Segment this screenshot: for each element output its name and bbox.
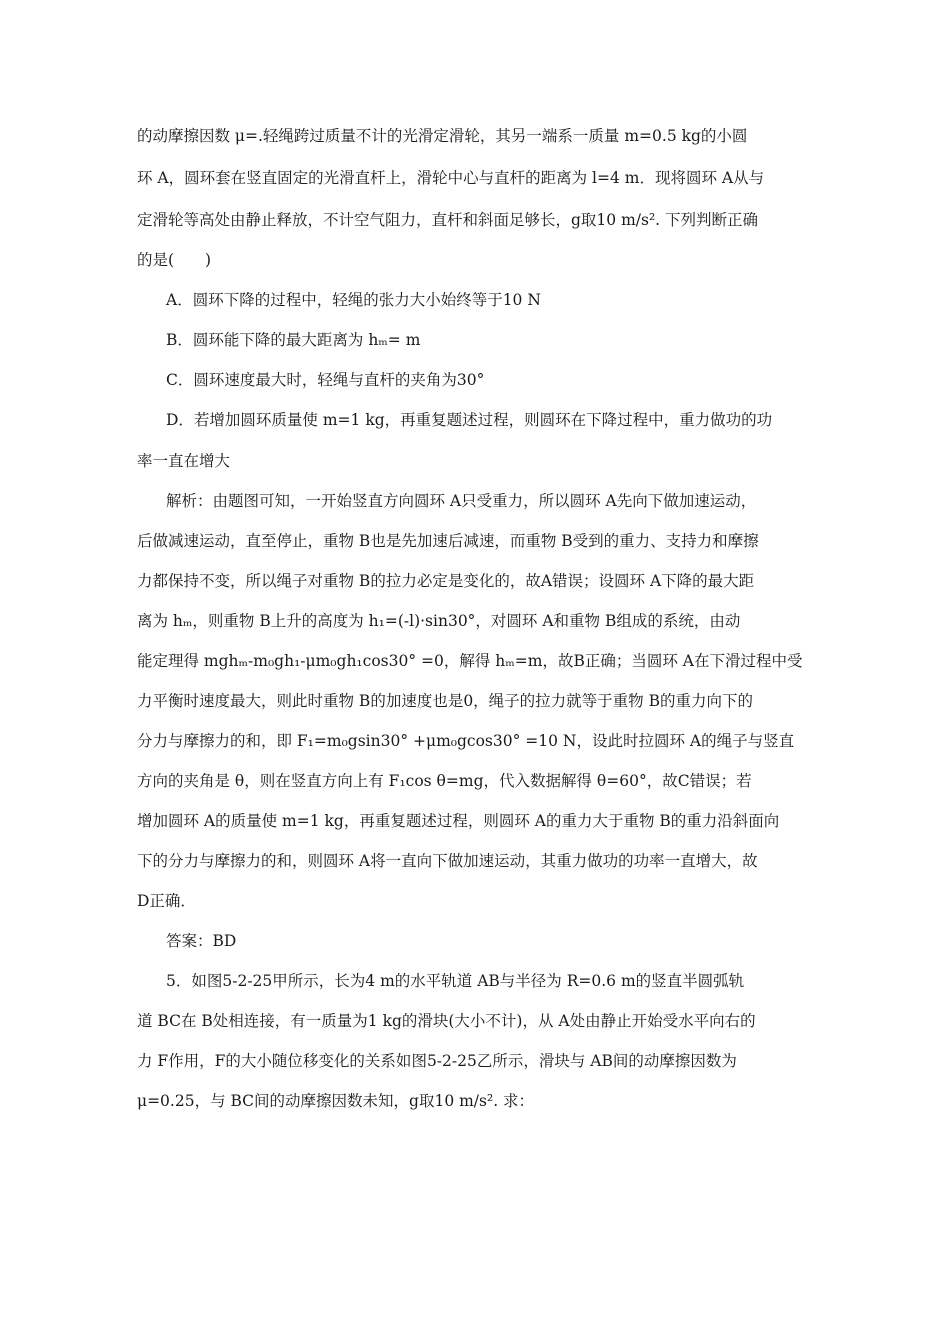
text-line: 下的分力与摩擦力的和，则圆环 A将一直向下做加速运动，其重力做功的功率一直增大，故 bbox=[137, 852, 758, 870]
option-b: B．圆环能下降的最大距离为 hₘ= m bbox=[166, 331, 421, 349]
text-line: 分力与摩擦力的和，即 F₁=m₀gsin30° +μm₀gcos30° =10 N，设此时拉圆环 A的绳子与竖直 bbox=[137, 732, 795, 750]
text-line: 的是( ) bbox=[137, 251, 212, 269]
text-line: 方向的夹角是 θ，则在竖直方向上有 F₁cos θ=mg，代入数据解得 θ=60°，故C错误；若 bbox=[137, 772, 752, 790]
text-line: 能定理得 mghₘ-m₀gh₁-μm₀gh₁cos30° =0，解得 hₘ=m，故B正确；当圆环 A在下滑过程中受 bbox=[137, 652, 803, 670]
text-line: 力 F作用，F的大小随位移变化的关系如图5-2-25乙所示，滑块与 AB间的动摩擦因数为 bbox=[137, 1052, 737, 1070]
text-line: 道 BC在 B处相连接，有一质量为1 kg的滑块(大小不计)，从 A处由静止开始受水平向右的 bbox=[137, 1012, 756, 1030]
text-line: 力都保持不变，所以绳子对重物 B的拉力必定是变化的，故A错误；设圆环 A下降的最大距 bbox=[137, 572, 755, 590]
text-line: 增加圆环 A的质量使 m=1 kg，再重复题述过程，则圆环 A的重力大于重物 B的重力沿斜面向 bbox=[137, 812, 780, 830]
text-line: 定滑轮等高处由静止释放，不计空气阻力，直杆和斜面足够长，g取10 m/s². 下列判断正确 bbox=[137, 211, 759, 229]
analysis-start: 解析：由题图可知，一开始竖直方向圆环 A只受重力，所以圆环 A先向下做加速运动， bbox=[166, 492, 757, 510]
text-line: 率一直在增大 bbox=[137, 452, 231, 470]
text-line: 离为 hₘ，则重物 B上升的高度为 h₁=(-l)·sin30°，对圆环 A和重物 B组成的系统，由动 bbox=[137, 612, 741, 630]
text-line: 后做减速运动，直至停止，重物 B也是先加速后减速，而重物 B受到的重力、支持力和摩擦 bbox=[137, 532, 759, 550]
text-line: 力平衡时速度最大，则此时重物 B的加速度也是0，绳子的拉力就等于重物 B的重力向下的 bbox=[137, 692, 753, 710]
option-c: C．圆环速度最大时，轻绳与直杆的夹角为30° bbox=[166, 371, 485, 389]
option-d: D．若增加圆环质量使 m=1 kg，再重复题述过程，则圆环在下降过程中，重力做功的功 bbox=[166, 411, 773, 429]
answer-line: 答案：BD bbox=[166, 932, 237, 950]
text-line: μ=0.25，与 BC间的动摩擦因数未知，g取10 m/s². 求： bbox=[137, 1092, 535, 1110]
option-a: A．圆环下降的过程中，轻绳的张力大小始终等于10 N bbox=[166, 291, 541, 309]
question-5-start: 5．如图5-2-25甲所示，长为4 m的水平轨道 AB与半径为 R=0.6 m的竖直半圆弧轨 bbox=[166, 972, 745, 990]
text-line: 的动摩擦因数 μ=.轻绳跨过质量不计的光滑定滑轮，其另一端系一质量 m=0.5 kg的小圆 bbox=[137, 127, 748, 145]
text-line: 环 A，圆环套在竖直固定的光滑直杆上，滑轮中心与直杆的距离为 l=4 m．现将圆环 A从与 bbox=[137, 169, 765, 187]
text-line: D正确． bbox=[137, 892, 196, 910]
